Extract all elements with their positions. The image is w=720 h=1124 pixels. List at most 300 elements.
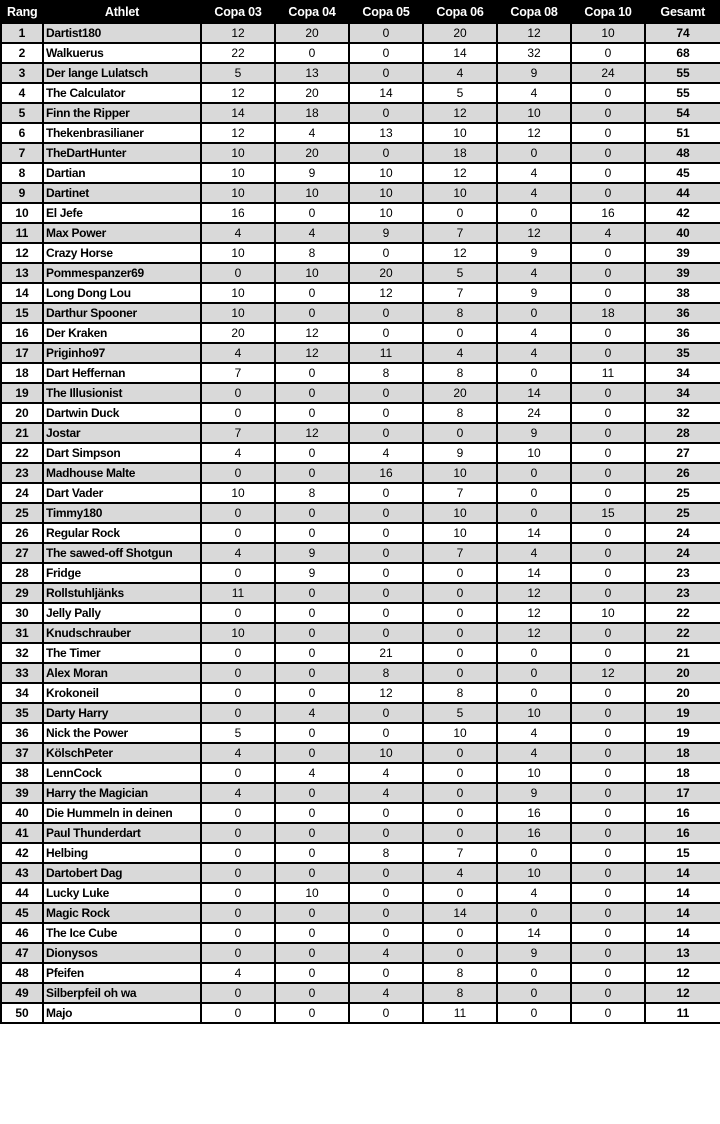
score-cell: 16 [349, 463, 423, 483]
total-cell: 21 [645, 643, 720, 663]
score-cell: 0 [201, 643, 275, 663]
rank-cell: 18 [1, 363, 43, 383]
table-row [1, 503, 720, 523]
score-cell: 12 [423, 163, 497, 183]
table-row [1, 903, 720, 923]
score-cell: 0 [201, 883, 275, 903]
athlete-cell: Lucky Luke [43, 883, 201, 903]
score-cell: 0 [275, 903, 349, 923]
score-cell: 0 [571, 543, 645, 563]
score-cell: 4 [497, 543, 571, 563]
score-cell: 0 [571, 243, 645, 263]
score-cell: 9 [497, 283, 571, 303]
score-cell: 4 [349, 943, 423, 963]
score-cell: 0 [275, 863, 349, 883]
athlete-cell: Magic Rock [43, 903, 201, 923]
score-cell: 4 [201, 743, 275, 763]
rank-cell: 32 [1, 643, 43, 663]
athlete-cell: The Timer [43, 643, 201, 663]
table-row [1, 683, 720, 703]
score-cell: 21 [349, 643, 423, 663]
athlete-cell: LennCock [43, 763, 201, 783]
score-cell: 7 [201, 363, 275, 383]
header-copa03: Copa 03 [201, 1, 275, 23]
table-row [1, 1003, 720, 1023]
rank-cell: 50 [1, 1003, 43, 1023]
score-cell: 0 [201, 503, 275, 523]
score-cell: 8 [423, 963, 497, 983]
score-cell: 9 [275, 563, 349, 583]
score-cell: 0 [423, 663, 497, 683]
score-cell: 4 [349, 983, 423, 1003]
table-row [1, 863, 720, 883]
athlete-cell: Nick the Power [43, 723, 201, 743]
score-cell: 0 [497, 843, 571, 863]
score-cell: 4 [201, 223, 275, 243]
total-cell: 23 [645, 563, 720, 583]
score-cell: 16 [497, 823, 571, 843]
total-cell: 40 [645, 223, 720, 243]
score-cell: 7 [201, 423, 275, 443]
score-cell: 0 [423, 323, 497, 343]
rank-cell: 23 [1, 463, 43, 483]
total-cell: 22 [645, 603, 720, 623]
score-cell: 11 [423, 1003, 497, 1023]
table-row [1, 283, 720, 303]
score-cell: 0 [349, 903, 423, 923]
score-cell: 0 [571, 183, 645, 203]
score-cell: 0 [201, 663, 275, 683]
total-cell: 12 [645, 963, 720, 983]
score-cell: 0 [349, 103, 423, 123]
score-cell: 0 [497, 963, 571, 983]
rank-cell: 14 [1, 283, 43, 303]
score-cell: 0 [497, 143, 571, 163]
score-cell: 8 [423, 303, 497, 323]
score-cell: 0 [571, 523, 645, 543]
total-cell: 36 [645, 303, 720, 323]
score-cell: 0 [275, 503, 349, 523]
score-cell: 16 [571, 203, 645, 223]
total-cell: 24 [645, 523, 720, 543]
score-cell: 0 [497, 363, 571, 383]
score-cell: 0 [423, 763, 497, 783]
score-cell: 0 [349, 723, 423, 743]
table-row [1, 823, 720, 843]
total-cell: 34 [645, 363, 720, 383]
rank-cell: 29 [1, 583, 43, 603]
score-cell: 24 [497, 403, 571, 423]
score-cell: 0 [571, 583, 645, 603]
score-cell: 14 [349, 83, 423, 103]
athlete-cell: Pfeifen [43, 963, 201, 983]
score-cell: 0 [571, 403, 645, 423]
total-cell: 14 [645, 923, 720, 943]
rank-cell: 26 [1, 523, 43, 543]
score-cell: 0 [201, 403, 275, 423]
rank-cell: 20 [1, 403, 43, 423]
score-cell: 0 [349, 303, 423, 323]
score-cell: 4 [275, 763, 349, 783]
rank-cell: 9 [1, 183, 43, 203]
score-cell: 10 [275, 263, 349, 283]
score-cell: 13 [349, 123, 423, 143]
header-copa10: Copa 10 [571, 1, 645, 23]
score-cell: 12 [349, 683, 423, 703]
total-cell: 16 [645, 823, 720, 843]
score-cell: 0 [275, 363, 349, 383]
score-cell: 8 [423, 403, 497, 423]
score-cell: 0 [349, 523, 423, 543]
score-cell: 0 [423, 583, 497, 603]
total-cell: 26 [645, 463, 720, 483]
score-cell: 0 [423, 203, 497, 223]
score-cell: 8 [423, 683, 497, 703]
score-cell: 0 [571, 563, 645, 583]
score-cell: 0 [275, 303, 349, 323]
score-cell: 15 [571, 503, 645, 523]
score-cell: 12 [275, 423, 349, 443]
athlete-cell: Dionysos [43, 943, 201, 963]
score-cell: 10 [571, 23, 645, 43]
score-cell: 0 [497, 983, 571, 1003]
score-cell: 0 [571, 483, 645, 503]
score-cell: 0 [423, 603, 497, 623]
score-cell: 9 [497, 783, 571, 803]
score-cell: 10 [497, 103, 571, 123]
score-cell: 0 [571, 423, 645, 443]
total-cell: 23 [645, 583, 720, 603]
score-cell: 10 [201, 303, 275, 323]
athlete-cell: Long Dong Lou [43, 283, 201, 303]
rank-cell: 17 [1, 343, 43, 363]
score-cell: 14 [497, 383, 571, 403]
score-cell: 12 [275, 323, 349, 343]
score-cell: 4 [423, 63, 497, 83]
total-cell: 20 [645, 663, 720, 683]
athlete-cell: Priginho97 [43, 343, 201, 363]
rank-cell: 35 [1, 703, 43, 723]
total-cell: 20 [645, 683, 720, 703]
score-cell: 10 [201, 143, 275, 163]
total-cell: 74 [645, 23, 720, 43]
table-row [1, 843, 720, 863]
total-cell: 32 [645, 403, 720, 423]
score-cell: 10 [201, 623, 275, 643]
athlete-cell: Dart Vader [43, 483, 201, 503]
score-cell: 0 [275, 843, 349, 863]
header-copa08: Copa 08 [497, 1, 571, 23]
table-row [1, 663, 720, 683]
table-row [1, 423, 720, 443]
athlete-cell: Silberpfeil oh wa [43, 983, 201, 1003]
score-cell: 4 [497, 723, 571, 743]
athlete-cell: Thekenbrasilianer [43, 123, 201, 143]
score-cell: 5 [423, 83, 497, 103]
score-cell: 24 [571, 63, 645, 83]
score-cell: 10 [423, 503, 497, 523]
score-cell: 13 [275, 63, 349, 83]
score-cell: 14 [201, 103, 275, 123]
score-cell: 0 [201, 983, 275, 1003]
rank-cell: 6 [1, 123, 43, 143]
score-cell: 0 [423, 943, 497, 963]
score-cell: 4 [201, 783, 275, 803]
score-cell: 10 [275, 183, 349, 203]
rank-cell: 24 [1, 483, 43, 503]
score-cell: 0 [571, 283, 645, 303]
score-cell: 0 [349, 1003, 423, 1023]
score-cell: 10 [349, 183, 423, 203]
table-row [1, 543, 720, 563]
table-row [1, 303, 720, 323]
athlete-cell: Helbing [43, 843, 201, 863]
rank-cell: 33 [1, 663, 43, 683]
score-cell: 7 [423, 283, 497, 303]
score-cell: 20 [275, 143, 349, 163]
score-cell: 0 [571, 823, 645, 843]
total-cell: 54 [645, 103, 720, 123]
total-cell: 27 [645, 443, 720, 463]
athlete-cell: El Jefe [43, 203, 201, 223]
table-row [1, 583, 720, 603]
score-cell: 0 [349, 483, 423, 503]
score-cell: 0 [275, 963, 349, 983]
rank-cell: 44 [1, 883, 43, 903]
score-cell: 11 [349, 343, 423, 363]
table-row [1, 83, 720, 103]
score-cell: 10 [201, 183, 275, 203]
score-cell: 0 [349, 543, 423, 563]
score-cell: 8 [423, 363, 497, 383]
score-cell: 5 [423, 263, 497, 283]
score-cell: 0 [275, 583, 349, 603]
score-cell: 16 [201, 203, 275, 223]
score-cell: 0 [349, 923, 423, 943]
total-cell: 14 [645, 863, 720, 883]
header-copa06: Copa 06 [423, 1, 497, 23]
athlete-cell: Dart Heffernan [43, 363, 201, 383]
score-cell: 22 [201, 43, 275, 63]
table-row [1, 403, 720, 423]
score-cell: 0 [571, 163, 645, 183]
total-cell: 13 [645, 943, 720, 963]
rank-cell: 13 [1, 263, 43, 283]
table-row [1, 783, 720, 803]
score-cell: 12 [423, 243, 497, 263]
score-cell: 0 [201, 923, 275, 943]
score-cell: 7 [423, 843, 497, 863]
score-cell: 0 [349, 563, 423, 583]
athlete-cell: Fridge [43, 563, 201, 583]
score-cell: 12 [349, 283, 423, 303]
table-row [1, 383, 720, 403]
score-cell: 0 [201, 803, 275, 823]
score-cell: 0 [423, 563, 497, 583]
score-cell: 32 [497, 43, 571, 63]
score-cell: 12 [201, 83, 275, 103]
score-cell: 0 [571, 783, 645, 803]
rank-cell: 21 [1, 423, 43, 443]
score-cell: 12 [497, 603, 571, 623]
score-cell: 10 [423, 723, 497, 743]
table-row [1, 443, 720, 463]
table-row [1, 703, 720, 723]
score-cell: 0 [275, 523, 349, 543]
score-cell: 0 [571, 903, 645, 923]
score-cell: 0 [201, 603, 275, 623]
rank-cell: 37 [1, 743, 43, 763]
score-cell: 10 [201, 483, 275, 503]
athlete-cell: Dartwin Duck [43, 403, 201, 423]
score-cell: 0 [275, 923, 349, 943]
score-cell: 0 [571, 1003, 645, 1023]
score-cell: 4 [497, 83, 571, 103]
score-cell: 0 [571, 83, 645, 103]
athlete-cell: KölschPeter [43, 743, 201, 763]
score-cell: 0 [349, 823, 423, 843]
score-cell: 0 [497, 903, 571, 923]
score-cell: 0 [497, 303, 571, 323]
score-cell: 14 [497, 923, 571, 943]
header-rank: Rang [1, 1, 43, 23]
table-row [1, 163, 720, 183]
table-row [1, 203, 720, 223]
rank-cell: 45 [1, 903, 43, 923]
score-cell: 8 [275, 483, 349, 503]
table-row [1, 123, 720, 143]
athlete-cell: Madhouse Malte [43, 463, 201, 483]
rank-cell: 38 [1, 763, 43, 783]
score-cell: 0 [349, 403, 423, 423]
score-cell: 0 [275, 743, 349, 763]
score-cell: 0 [349, 583, 423, 603]
table-row [1, 603, 720, 623]
score-cell: 0 [201, 703, 275, 723]
total-cell: 44 [645, 183, 720, 203]
score-cell: 9 [423, 443, 497, 463]
athlete-cell: The sawed-off Shotgun [43, 543, 201, 563]
score-cell: 0 [201, 903, 275, 923]
score-cell: 10 [423, 183, 497, 203]
total-cell: 55 [645, 63, 720, 83]
score-cell: 0 [275, 803, 349, 823]
athlete-cell: Majo [43, 1003, 201, 1023]
score-cell: 18 [275, 103, 349, 123]
score-cell: 0 [423, 743, 497, 763]
score-cell: 20 [275, 83, 349, 103]
table-row [1, 343, 720, 363]
score-cell: 9 [275, 163, 349, 183]
score-cell: 0 [423, 783, 497, 803]
total-cell: 55 [645, 83, 720, 103]
score-cell: 14 [497, 563, 571, 583]
score-cell: 10 [201, 243, 275, 263]
score-cell: 10 [423, 463, 497, 483]
score-cell: 4 [497, 183, 571, 203]
score-cell: 0 [349, 883, 423, 903]
score-cell: 4 [497, 743, 571, 763]
score-cell: 0 [497, 663, 571, 683]
table-row [1, 963, 720, 983]
total-cell: 18 [645, 743, 720, 763]
score-cell: 4 [201, 443, 275, 463]
athlete-cell: Die Hummeln in deinen [43, 803, 201, 823]
score-cell: 0 [275, 623, 349, 643]
total-cell: 15 [645, 843, 720, 863]
total-cell: 14 [645, 903, 720, 923]
table-row [1, 723, 720, 743]
rank-cell: 1 [1, 23, 43, 43]
score-cell: 0 [275, 723, 349, 743]
table-row [1, 763, 720, 783]
score-cell: 0 [275, 383, 349, 403]
score-cell: 4 [497, 163, 571, 183]
score-cell: 0 [423, 423, 497, 443]
score-cell: 0 [571, 143, 645, 163]
athlete-cell: Knudschrauber [43, 623, 201, 643]
rank-cell: 22 [1, 443, 43, 463]
total-cell: 48 [645, 143, 720, 163]
score-cell: 0 [571, 803, 645, 823]
score-cell: 10 [423, 123, 497, 143]
score-cell: 0 [275, 403, 349, 423]
score-cell: 8 [275, 243, 349, 263]
header-copa04: Copa 04 [275, 1, 349, 23]
athlete-cell: Walkuerus [43, 43, 201, 63]
athlete-cell: Der lange Lulatsch [43, 63, 201, 83]
score-cell: 18 [571, 303, 645, 323]
score-cell: 0 [275, 663, 349, 683]
score-cell: 0 [349, 803, 423, 823]
score-cell: 12 [497, 583, 571, 603]
score-cell: 0 [423, 643, 497, 663]
rank-cell: 8 [1, 163, 43, 183]
score-cell: 8 [423, 983, 497, 1003]
score-cell: 8 [349, 363, 423, 383]
score-cell: 12 [571, 663, 645, 683]
score-cell: 12 [423, 103, 497, 123]
score-cell: 0 [201, 563, 275, 583]
total-cell: 19 [645, 723, 720, 743]
athlete-cell: Crazy Horse [43, 243, 201, 263]
total-cell: 22 [645, 623, 720, 643]
score-cell: 0 [571, 123, 645, 143]
score-cell: 0 [201, 943, 275, 963]
score-cell: 0 [275, 643, 349, 663]
score-cell: 0 [497, 503, 571, 523]
table-row [1, 223, 720, 243]
score-cell: 10 [497, 703, 571, 723]
score-cell: 0 [571, 643, 645, 663]
score-cell: 0 [571, 463, 645, 483]
total-cell: 25 [645, 503, 720, 523]
score-cell: 0 [423, 883, 497, 903]
score-cell: 0 [275, 783, 349, 803]
score-cell: 0 [275, 823, 349, 843]
score-cell: 14 [423, 43, 497, 63]
table-row [1, 943, 720, 963]
score-cell: 4 [497, 883, 571, 903]
score-cell: 20 [349, 263, 423, 283]
score-cell: 12 [497, 623, 571, 643]
athlete-cell: The Calculator [43, 83, 201, 103]
total-cell: 42 [645, 203, 720, 223]
total-cell: 39 [645, 263, 720, 283]
score-cell: 0 [497, 463, 571, 483]
table-row [1, 183, 720, 203]
athlete-cell: Jelly Pally [43, 603, 201, 623]
